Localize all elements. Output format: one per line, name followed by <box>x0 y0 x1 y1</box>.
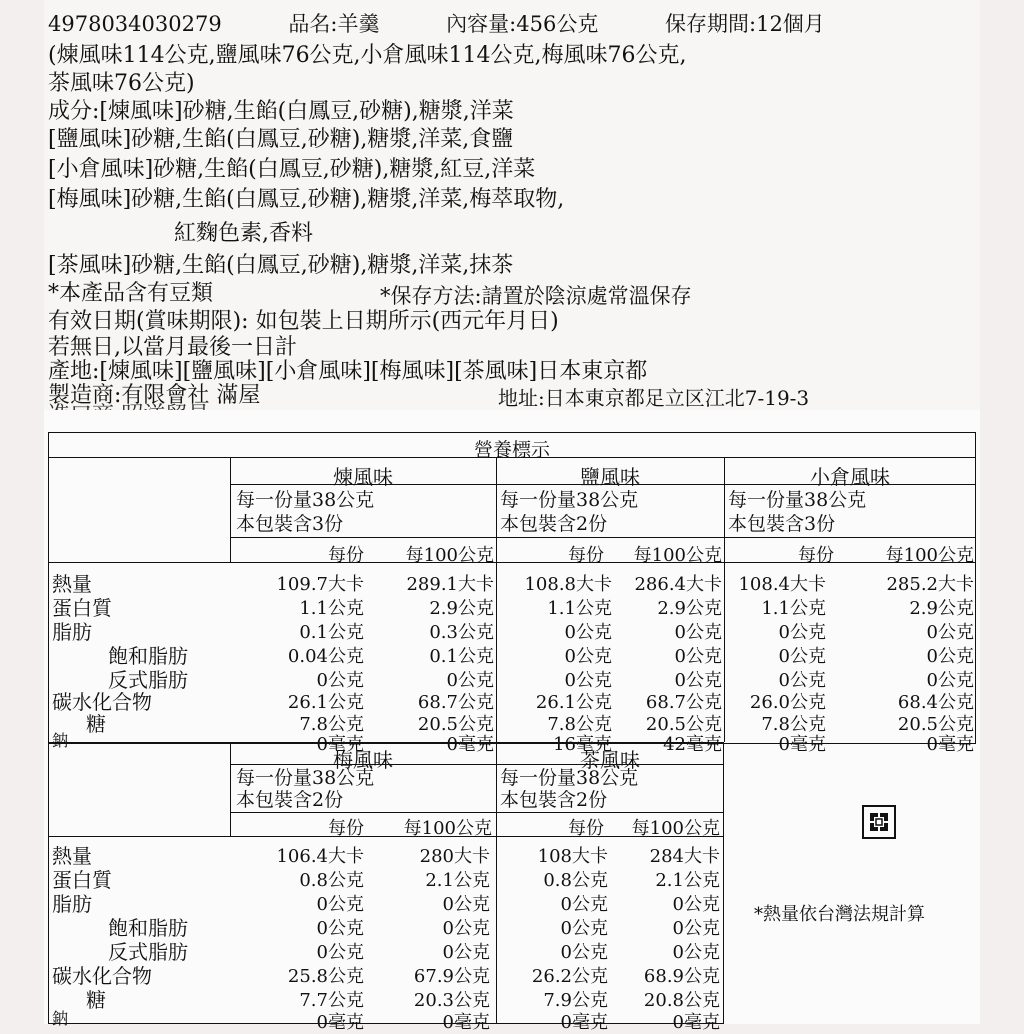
nutrient-value: 0毫克 <box>672 1012 720 1033</box>
nutrient-value: 68.7公克 <box>645 692 722 713</box>
nutrient-value: 7.8公克 <box>547 714 612 735</box>
nutrient-value: 2.9公克 <box>429 598 494 619</box>
nutrient-value: 0公克 <box>316 670 364 691</box>
flavor-header: 小倉風味 <box>810 465 890 489</box>
nutrient-value: 0毫克 <box>778 734 826 755</box>
nutrient-value: 289.1大卡 <box>406 574 494 595</box>
row-label: 鈉 <box>52 731 69 750</box>
nutrient-value: 1.1公克 <box>299 598 364 619</box>
nutrient-value: 108.4大卡 <box>738 574 826 595</box>
ingredients-line: [茶風味]砂糖,生餡(白鳳豆,砂糖),糖漿,洋菜,抹茶 <box>48 253 514 278</box>
per-serving-header: 每份 <box>798 545 834 566</box>
per-serving-header: 每份 <box>568 545 604 566</box>
nutrient-value: 1.1公克 <box>761 598 826 619</box>
nutrient-value: 2.1公克 <box>655 870 720 891</box>
contents-line-2: 茶風味76公克) <box>48 71 195 96</box>
row-label: 糖 <box>86 712 106 736</box>
nutrient-value: 286.4大卡 <box>634 574 722 595</box>
per-serving-header: 每份 <box>328 818 364 839</box>
serving-size: 每一份量38公克 <box>728 489 867 511</box>
nutrient-value: 0公克 <box>926 622 974 643</box>
serving-size: 每一份量38公克 <box>500 489 639 511</box>
nutrient-value: 20.3公克 <box>413 990 490 1011</box>
per-100g-header: 每100公克 <box>405 545 494 566</box>
nutrient-value: 0公克 <box>564 622 612 643</box>
header-line <box>48 12 825 36</box>
nutrient-value: 26.1公克 <box>535 692 612 713</box>
nutrient-value: 26.2公克 <box>531 966 608 987</box>
nutrient-value: 0公克 <box>564 670 612 691</box>
nutrient-value: 67.9公克 <box>413 966 490 987</box>
origin-line: 產地:[煉風味][鹽風味][小倉風味][梅風味][茶風味]日本東京都 <box>48 359 648 384</box>
manufacturer-line: 製造商:有限會社 滿屋 <box>48 383 261 408</box>
net-weight: 內容量:456公克 <box>446 12 599 36</box>
row-label: 蛋白質 <box>52 868 112 892</box>
calorie-footnote: *熱量依台灣法規計算 <box>754 904 925 925</box>
nutrient-value: 0毫克 <box>560 1012 608 1033</box>
servings-per-pack: 本包裝含3份 <box>236 513 344 535</box>
row-label: 熱量 <box>52 844 92 868</box>
nutrient-value: 0公克 <box>316 942 364 963</box>
nutrient-value: 0.8公克 <box>299 870 364 891</box>
servings-per-pack: 本包裝含2份 <box>236 789 344 811</box>
nutrient-value: 68.4公克 <box>897 692 974 713</box>
barcode-number: 4978034030279 <box>48 12 222 36</box>
nutrient-value: 0.04公克 <box>287 646 364 667</box>
nutrient-value: 280大卡 <box>419 846 490 867</box>
per-serving-header: 每份 <box>568 818 604 839</box>
nutrient-value: 0.1公克 <box>299 622 364 643</box>
nutrient-value: 7.8公克 <box>761 714 826 735</box>
row-label: 蛋白質 <box>52 596 112 620</box>
storage-method: *保存方法:請置於陰涼處常溫保存 <box>380 284 692 308</box>
servings-per-pack: 本包裝含2份 <box>500 513 608 535</box>
nutrient-value: 0公克 <box>316 894 364 915</box>
serving-size: 每一份量38公克 <box>236 489 375 511</box>
nutrient-value: 0公克 <box>442 894 490 915</box>
nutrient-value: 0毫克 <box>316 1012 364 1033</box>
nutrient-value: 2.9公克 <box>909 598 974 619</box>
servings-per-pack: 本包裝含2份 <box>500 789 608 811</box>
flavor-header: 煉風味 <box>333 465 393 489</box>
per-100g-header: 每100公克 <box>885 545 974 566</box>
nutrient-value: 0公克 <box>446 670 494 691</box>
nutrient-value: 16毫克 <box>553 734 612 755</box>
nutrient-value: 108.8大卡 <box>524 574 612 595</box>
nutrient-value: 0公克 <box>778 646 826 667</box>
nutrient-value: 0毫克 <box>316 734 364 755</box>
nutrient-value: 20.8公克 <box>643 990 720 1011</box>
ingredient-label <box>44 0 980 410</box>
row-label: 鈉 <box>52 1009 69 1028</box>
nutrient-value: 0公克 <box>560 942 608 963</box>
nutrient-value: 7.9公克 <box>543 990 608 1011</box>
nutrient-value: 0公克 <box>926 670 974 691</box>
expiry-line-1: 有效日期(賞味期限): 如包裝上日期所示(西元年月日) <box>48 309 559 334</box>
expiry-line-2: 若無日,以當月最後一日計 <box>48 335 297 360</box>
row-label: 脂肪 <box>52 892 92 916</box>
flavor-header: 梅風味 <box>333 748 393 772</box>
nutrient-value: 7.7公克 <box>299 990 364 1011</box>
row-label: 糖 <box>86 988 106 1012</box>
shelf-life: 保存期間:12個月 <box>665 12 825 36</box>
nutrient-value: 0公克 <box>778 670 826 691</box>
nutrient-value: 108大卡 <box>537 846 608 867</box>
nutrient-value: 0公克 <box>564 646 612 667</box>
nutrient-value: 0毫克 <box>926 734 974 755</box>
row-label: 碳水化合物 <box>52 964 152 988</box>
nutrient-value: 20.5公克 <box>897 714 974 735</box>
nutrient-value: 0公克 <box>778 622 826 643</box>
serving-size: 每一份量38公克 <box>500 767 639 789</box>
nutrient-value: 0公克 <box>560 918 608 939</box>
nutrient-value: 42毫克 <box>663 734 722 755</box>
nutrient-value: 2.1公克 <box>425 870 490 891</box>
servings-per-pack: 本包裝含3份 <box>728 513 836 535</box>
nutrient-value: 0公克 <box>442 942 490 963</box>
nutrient-value: 285.2大卡 <box>886 574 974 595</box>
row-label: 反式脂肪 <box>108 668 188 692</box>
nutrient-value: 26.1公克 <box>287 692 364 713</box>
nutrient-value: 0毫克 <box>442 1012 490 1033</box>
nutrition-panel <box>44 410 980 1033</box>
nutrition-title: 營養標示 <box>473 439 550 461</box>
nutrient-value: 26.0公克 <box>749 692 826 713</box>
nutrient-value: 0公克 <box>672 894 720 915</box>
nutrient-value: 0公克 <box>316 918 364 939</box>
nutrient-value: 0公克 <box>926 646 974 667</box>
nutrient-value: 284大卡 <box>649 846 720 867</box>
per-100g-header: 每100公克 <box>403 818 492 839</box>
nutrient-value: 0公克 <box>672 942 720 963</box>
allergen-notice: *本產品含有豆類 <box>48 281 214 306</box>
row-label: 反式脂肪 <box>108 940 188 964</box>
nutrient-value: 20.5公克 <box>417 714 494 735</box>
ingredients-line: 紅麴色素,香料 <box>174 221 313 246</box>
nutrient-value: 68.7公克 <box>417 692 494 713</box>
nutrient-value: 106.4大卡 <box>276 846 364 867</box>
flavor-header: 茶風味 <box>580 748 640 772</box>
nutrient-value: 7.8公克 <box>299 714 364 735</box>
row-label: 飽和脂肪 <box>108 644 188 668</box>
row-label: 飽和脂肪 <box>108 916 188 940</box>
nutrient-value: 0.3公克 <box>429 622 494 643</box>
flavor-header: 鹽風味 <box>580 465 640 489</box>
address-line: 地址:日本東京都足立区江北7-19-3 <box>498 386 810 410</box>
row-label: 熱量 <box>52 572 92 596</box>
per-100g-header: 每100公克 <box>631 818 720 839</box>
nutrient-value: 0公克 <box>442 918 490 939</box>
nutrient-value: 25.8公克 <box>287 966 364 987</box>
ingredients-line: [小倉風味]砂糖,生餡(白鳳豆,砂糖),糖漿,紅豆,洋菜 <box>48 157 536 182</box>
nutrient-value: 20.5公克 <box>645 714 722 735</box>
per-serving-header: 每份 <box>328 545 364 566</box>
nutrient-value: 2.9公克 <box>657 598 722 619</box>
row-label: 脂肪 <box>52 620 92 644</box>
nutrient-value: 109.7大卡 <box>276 574 364 595</box>
product-name: 品名:羊羹 <box>288 12 380 36</box>
ingredients-line: 成分:[煉風味]砂糖,生餡(白鳳豆,砂糖),糖漿,洋菜 <box>48 99 514 124</box>
row-label: 碳水化合物 <box>52 690 152 714</box>
nutrient-value: 0.8公克 <box>543 870 608 891</box>
contents-line-1: (煉風味114公克,鹽風味76公克,小倉風味114公克,梅風味76公克, <box>48 43 687 68</box>
recycle-icon <box>862 805 896 839</box>
nutrient-value: 0公克 <box>560 894 608 915</box>
nutrient-value: 0公克 <box>672 918 720 939</box>
ingredients-line: [梅風味]砂糖,生餡(白鳳豆,砂糖),糖漿,洋菜,梅萃取物, <box>48 187 565 212</box>
nutrient-value: 0公克 <box>674 622 722 643</box>
nutrient-value: 0公克 <box>674 646 722 667</box>
nutrient-value: 1.1公克 <box>547 598 612 619</box>
serving-size: 每一份量38公克 <box>236 767 375 789</box>
nutrient-value: 68.9公克 <box>643 966 720 987</box>
ingredients-line: [鹽風味]砂糖,生餡(白鳳豆,砂糖),糖漿,洋菜,食鹽 <box>48 127 514 152</box>
nutrient-value: 0.1公克 <box>429 646 494 667</box>
nutrient-value: 0毫克 <box>446 734 494 755</box>
per-100g-header: 每100公克 <box>633 545 722 566</box>
nutrient-value: 0公克 <box>674 670 722 691</box>
